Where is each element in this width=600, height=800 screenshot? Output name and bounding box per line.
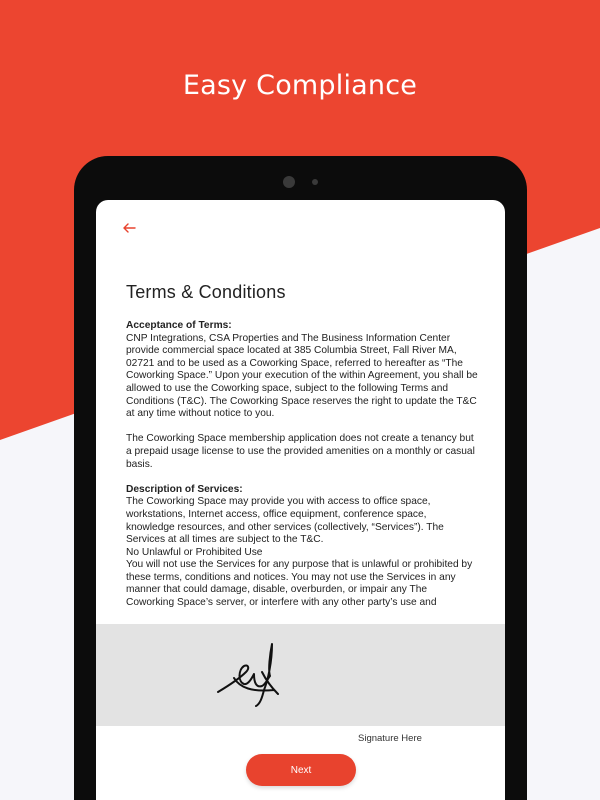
page-title: Terms & Conditions <box>126 282 286 302</box>
section-paragraph: The Coworking Space may provide you with access to office space, workstations, Internet access, office equipment, conference space, knowledge resources, and other services (collectively, “Services”). The Services at all times are subject to the T&C. <box>126 496 444 546</box>
signature-pad[interactable] <box>96 624 505 726</box>
arrow-left-icon <box>122 221 136 235</box>
section-paragraph: You will not use the Services for any purpose that is unlawful or prohibited by these terms, conditions and notices. You may not use the Services in any manner that could damage, disable, overburden, or impair any The Coworking Space’s server, or interfere with any other party’s use and <box>126 559 473 609</box>
section-heading: Description of Services: <box>126 483 243 495</box>
headline: Easy Compliance <box>182 70 418 101</box>
section-paragraph: The Coworking Space membership application does not create a tenancy but a prepaid usage license to use the provided amenities on a monthly or casual basis. <box>126 433 475 470</box>
signature-label: Signature Here <box>358 733 422 744</box>
next-button[interactable]: Next <box>246 754 356 786</box>
app-screen <box>96 200 505 800</box>
terms-section <box>126 320 478 421</box>
section-subheading: No Unlawful or Prohibited Use <box>126 546 263 558</box>
terms-section <box>126 484 478 547</box>
section-heading: Acceptance of Terms: <box>126 320 232 331</box>
back-button[interactable] <box>122 220 146 244</box>
camera-icon <box>283 176 295 188</box>
sensor-icon <box>312 179 318 185</box>
signature-stroke <box>204 632 284 712</box>
tablet-device <box>74 156 527 800</box>
section-paragraph: CNP Integrations, CSA Properties and The Business Information Center provide commercial space located at 385 Columbia Street, Fall River MA, 02721 and to be used as a Coworking Space, referred to hereafter as “The Coworking Space.” Upon your execution of the within Agreement, you shall be allowed to use the Coworking space, subject to the following Terms and Conditions (T&C). The Coworking Space reserves the right to update the T&C at any time without notice to you. <box>126 332 478 420</box>
terms-text[interactable] <box>126 320 478 612</box>
